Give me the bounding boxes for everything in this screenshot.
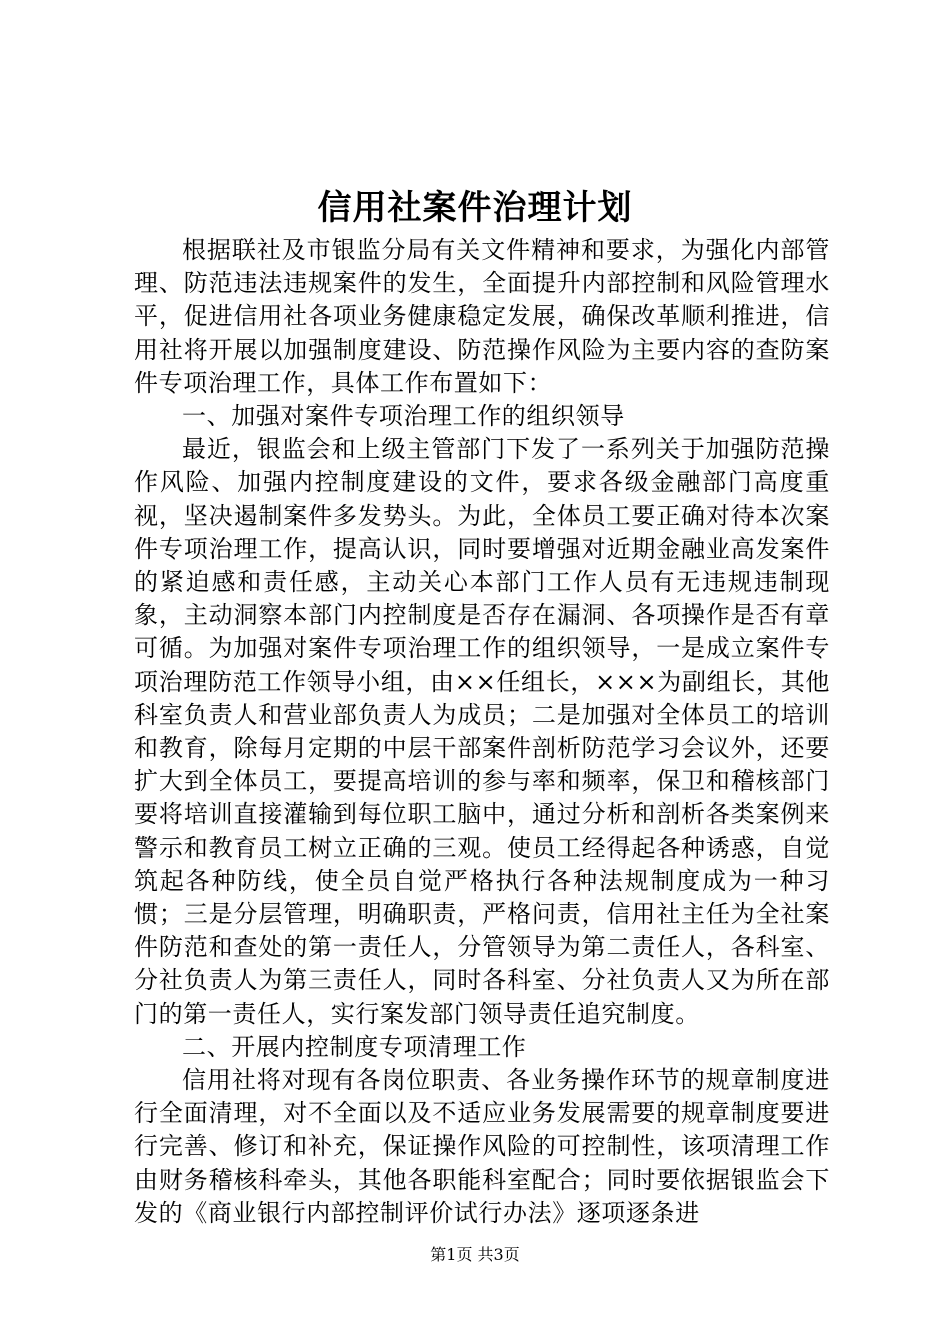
intro-paragraph: 根据联社及市银监分局有关文件精神和要求，为强化内部管理、防范违法违规案件的发生，全面提升内部控制和风险管理水平，促进信用社各项业务健康稳定发展，确保改革顺利推进，信用社将开展以加强制度建设、防范操作风险为主要内容的查防案件专项治理工作，具体工作布置如下： (134, 236, 830, 397)
section-1-paragraph: 最近，银监会和上级主管部门下发了一系列关于加强防范操作风险、加强内控制度建设的文件，要求各级金融部门高度重视，坚决遏制案件多发势头。为此，全体员工要正确对待本次案件专项治理工作，提高认识，同时要增强对近期金融业高发案件的紧迫感和责任感，主动关心本部门工作人员有无违规违制现象，主动洞察本部门内控制度是否存在漏洞、各项操作是否有章可循。为加强对案件专项治理工作的组织领导，一是成立案件专项治理防范工作领导小组，由××任组长，×××为副组长，其他科室负责人和营业部负责人为成员；二是加强对全体员工的培训和教育，除每月定期的中层干部案件剖析防范学习会议外，还要扩大到全体员工，要提高培训的参与率和频率，保卫和稽核部门要将培训直接灌输到每位职工脑中，通过分析和剖析各类案例来警示和教育员工树立正确的三观。使员工经得起各种诱惑，自觉筑起各种防线，使全员自觉严格执行各种法规制度成为一种习惯；三是分层管理，明确职责，严格问责，信用社主任为全社案件防范和查处的第一责任人，分管领导为第二责任人，各科室、分社负责人为第三责任人，同时各科室、分社负责人又为所在部门的第一责任人，实行案发部门领导责任追究制度。 (134, 435, 830, 1028)
section-1-heading: 一、加强对案件专项治理工作的组织领导 (182, 402, 625, 431)
section-2-paragraph: 信用社将对现有各岗位职责、各业务操作环节的规章制度进行全面清理，对不全面以及不适应业务发展需要的规章制度要进行完善、修订和补充，保证操作风险的可控制性，该项清理工作由财务稽核科牵头，其他各职能科室配合；同时要依据银监会下发的《商业银行内部控制评价试行办法》逐项逐条进 (134, 1066, 830, 1227)
document-body (134, 234, 830, 1230)
document-title: 信用社案件治理计划 (317, 188, 633, 228)
section-2-heading: 二、开展内控制度专项清理工作 (182, 1032, 527, 1061)
page-footer: 第1页 共3页 (430, 1245, 520, 1264)
